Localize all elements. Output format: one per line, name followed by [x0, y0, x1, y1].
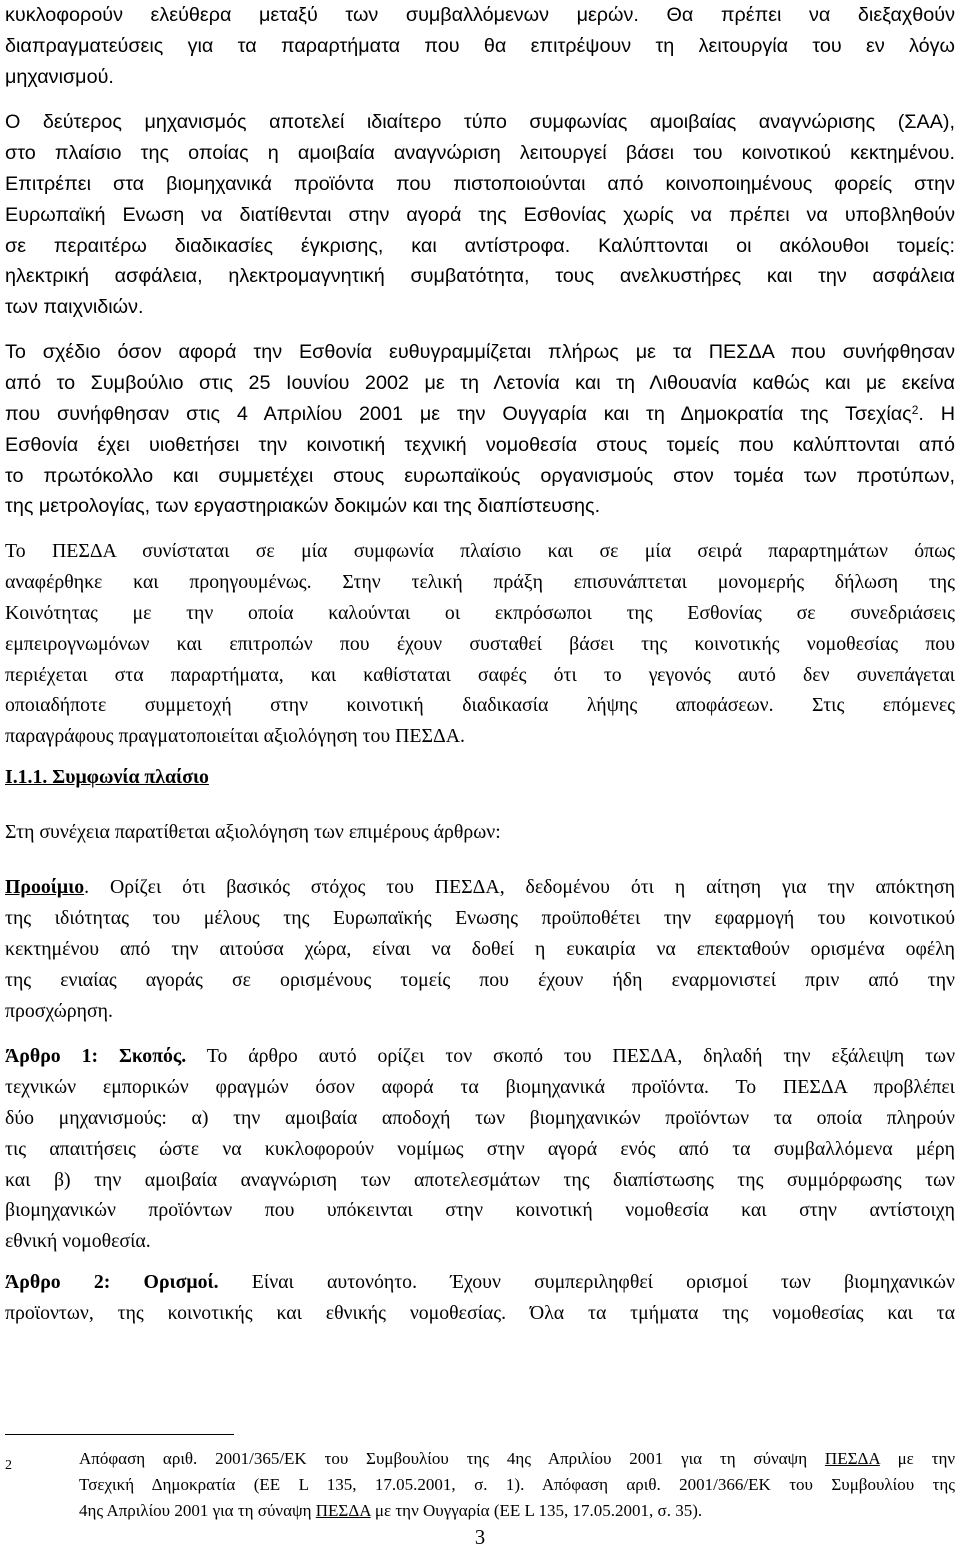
text-segment: . Ορίζει ότι βασικός στόχος του ΠΕΣΔΑ, δεδομένου ότι η αίτηση για την απόκτηση: [84, 876, 955, 898]
text-line: αναφέρθηκε και προηγουμένως. Στην τελική πράξη επισυνάπτεται μονομερής δήλωση της: [5, 570, 955, 593]
text-line: εμπειρογνωμόνων και επιτροπών που έχουν συσταθεί βάσει της κοινοτικής νομοθεσίας που: [5, 632, 955, 655]
text-line: [5, 872, 955, 903]
section-heading: [5, 762, 955, 793]
text-line: προσχώρηση.: [5, 999, 113, 1022]
text-segment: 4ης Απριλίου 2001 για τη σύναψη: [79, 1501, 312, 1520]
footnote-line: [79, 1446, 955, 1472]
paragraph-article-1: [5, 1041, 955, 1257]
footnote-reference[interactable]: 2: [911, 402, 919, 417]
paragraph-4: [5, 536, 955, 752]
text-line: προϊοντων, της κοινοτικής και εθνικής νομοθεσίας. Όλα τα τμήματα της νομοθεσίας και τα: [5, 1301, 955, 1324]
text-line: κεκτημένου από την αιτούσα χώρα, είναι να δοθεί η ευκαιρία να επεκταθούν ορισμένα οφέλη: [5, 937, 955, 960]
text-segment: Απόφαση αριθ. 2001/365/ΕΚ του Συμβουλίου της 4ης Απριλίου 2001 για τη σύναψη: [79, 1449, 808, 1468]
article-2-label: Άρθρο 2: Ορισμοί.: [5, 1271, 219, 1293]
text-line: τις απαιτήσεις ώστε να κυκλοφορούν νομίμως στην αγορά ενός από τα συμβαλλόμενα μέρη: [5, 1137, 955, 1160]
text-line: Το ΠΕΣΔΑ συνίσταται σε μία συμφωνία πλαίσιο και σε μία σειρά παραρτημάτων όπως: [5, 540, 955, 562]
text-segment: με την Ουγγαρία (ΕΕ L 135, 17.05.2001, σ. 35).: [374, 1501, 703, 1520]
text-line: Ο δεύτερος μηχανισμός αποτελεί ιδιαίτερο τύπο συμφωνίας αμοιβαίας αναγνώρισης (ΣΑΑ),: [5, 111, 955, 133]
heading-text: I.1.1. Συμφωνία πλαίσιο: [5, 766, 209, 788]
text-segment: Είναι αυτονόητο. Έχουν συμπεριληφθεί ορισμοί των βιομηχανικών: [218, 1271, 955, 1293]
text-line: ηλεκτρική ασφάλεια, ηλεκτρομαγνητική συμβατότητα, τους ανελκυστήρες και την ασφάλεια: [5, 265, 955, 288]
text-line: περιέχεται στα παραρτήματα, και καθίσταται σαφές ότι το γεγονός αυτό δεν συνεπάγεται: [5, 663, 955, 686]
footnote-text: [79, 1446, 955, 1524]
text-line: της ιδιότητας του μέλους της Ευρωπαϊκής Ενωσης προϋποθέτει την εφαρμογή του κοινοτικού: [5, 906, 955, 929]
text-line: κυκλοφορούν ελεύθερα μεταξύ των συμβαλλόμενων μερών. Θα πρέπει να διεξαχθούν: [5, 4, 955, 26]
text-line: Επιτρέπει στα βιομηχανικά προϊόντα που πιστοποιούνται από κοινοποιημένους φορείς στην: [5, 172, 955, 195]
footnote-line: Τσεχική Δημοκρατία (ΕΕ L 135, 17.05.2001, σ. 1). Απόφαση αριθ. 2001/366/ΕΚ του Συμβουλίου της: [79, 1475, 955, 1494]
paragraph-5: [5, 817, 955, 848]
footnote-separator: [5, 1434, 234, 1435]
text-line: της ενιαίας αγοράς σε ορισμένους τομείς που έχουν ήδη εναρμονιστεί πριν από την: [5, 968, 955, 991]
text-line: τεχνικών εμπορικών φραγμών όσον αφορά τα βιομηχανικά προϊόντα. Το ΠΕΣΔΑ προβλέπει: [5, 1075, 955, 1098]
text-line: το πρωτόκολλο και συμμετέχει στους ευρωπαϊκούς οργανισμούς στον τομέα των προτύπων,: [5, 464, 955, 487]
text-line: Στη συνέχεια παρατίθεται αξιολόγηση των επιμέρους άρθρων:: [5, 821, 501, 843]
footnote-link[interactable]: ΠΕΣΔΑ: [315, 1501, 371, 1520]
paragraph-3: [5, 337, 955, 522]
footnote-link[interactable]: ΠΕΣΔΑ: [824, 1449, 880, 1468]
text-line: [5, 1041, 955, 1072]
text-line: Κοινότητας με την οποία καλούνται οι εκπρόσωποι της Εσθονίας σε συνεδριάσεις: [5, 601, 955, 624]
article-1-label: Άρθρο 1: Σκοπός.: [5, 1045, 187, 1067]
text-line: [5, 399, 955, 430]
text-segment: . Η: [918, 402, 955, 425]
text-line: παραγράφους πραγματοποιείται αξιολόγηση του ΠΕΣΔΑ.: [5, 725, 465, 748]
footnote-line: [79, 1498, 955, 1524]
text-line: βιομηχανικών προϊόντων που υπόκεινται στην κοινοτική νομοθεσία και στην αντίστοιχη: [5, 1199, 955, 1222]
text-line: Ευρωπαϊκή Ενωση να διατίθενται στην αγορά της Εσθονίας χωρίς να πρέπει να υποβληθούν: [5, 203, 955, 226]
text-line: από το Συμβούλιο στις 25 Ιουνίου 2002 με τη Λετονία και τη Λιθουανία καθώς και με εκείνα: [5, 371, 955, 394]
text-line: Το σχέδιο όσον αφορά την Εσθονία ευθυγραμμίζεται πλήρως με τα ΠΕΣΔΑ που συνήφθησαν: [5, 341, 955, 363]
text-segment: με την: [897, 1449, 956, 1468]
text-line: δύο μηχανισμούς: α) την αμοιβαία αποδοχή των βιομηχανικών προϊόντων τα οποία πληρούν: [5, 1106, 955, 1129]
text-line: και β) την αμοιβαία αναγνώριση των αποτελεσμάτων της διαπίστωσης της συμμόρφωσης των: [5, 1168, 955, 1191]
text-line: οποιαδήποτε συμμετοχή στην κοινοτική διαδικασία λήψης αποφάσεων. Στις επόμενες: [5, 694, 955, 717]
text-segment: που συνήφθησαν στις 4 Απριλίου 2001 με την Ουγγαρία και τη Δημοκρατία της Τσεχίας: [5, 402, 912, 425]
paragraph-1: [5, 0, 955, 93]
text-line: διαπραγματεύσεις για τα παραρτήματα που θα επιτρέψουν τη λειτουργία του εν λόγω: [5, 34, 955, 57]
page-number: 3: [474, 1527, 486, 1549]
text-line: στο πλαίσιο της οποίας η αμοιβαία αναγνώριση λειτουργεί βάσει του κοινοτικού κεκτημένου.: [5, 141, 955, 164]
paragraph-preamble: [5, 872, 955, 1026]
text-line: της μετρολογίας, των εργαστηριακών δοκιμών και της διαπίστευσης.: [5, 495, 601, 518]
text-line: σε περαιτέρω διαδικασίες έγκρισης, και αντίστροφα. Καλύπτονται οι ακόλουθοι τομείς:: [5, 234, 955, 257]
preamble-label: Προοίμιο: [5, 876, 85, 898]
text-line: των παιχνιδιών.: [5, 296, 144, 319]
text-segment: Το άρθρο αυτό ορίζει τον σκοπό του ΠΕΣΔΑ, δηλαδή την εξάλειψη των: [186, 1045, 956, 1067]
paragraph-2: [5, 107, 955, 323]
paragraph-article-2: [5, 1267, 955, 1329]
text-line: Εσθονία έχει υιοθετήσει την κοινοτική τεχνική νομοθεσία στους τομείς που καλύπτονται από: [5, 433, 955, 456]
text-line: [5, 1267, 955, 1298]
footnote-number: 2: [5, 1458, 12, 1473]
text-line: εθνική νομοθεσία.: [5, 1230, 151, 1253]
text-line: μηχανισμού.: [5, 65, 114, 88]
